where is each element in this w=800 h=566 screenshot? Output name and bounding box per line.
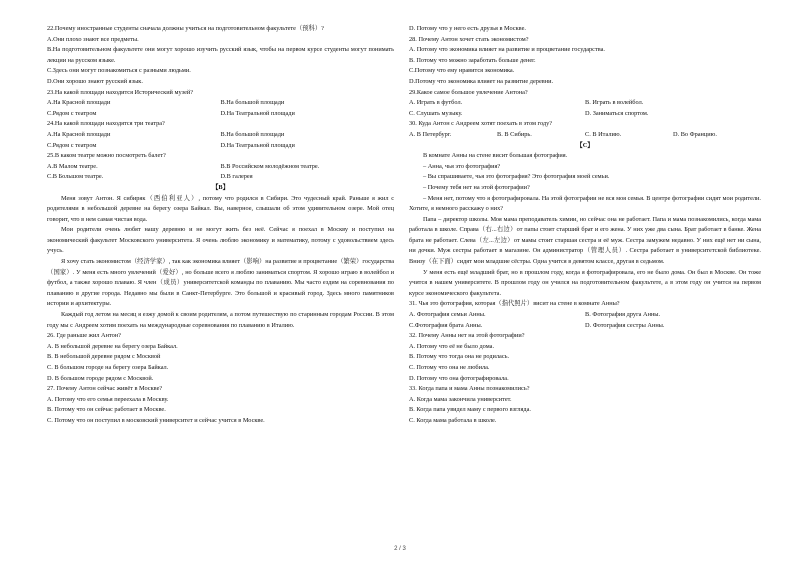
answer-option[interactable]: C. Когда мама работала в школе.: [409, 416, 497, 424]
options-row: [47, 141, 394, 152]
answer-option[interactable]: B. В небольшой деревне рядом с Москвой: [47, 353, 161, 361]
question-32: 32. Почему Анны нет на этой фотографии?: [409, 332, 525, 340]
answer-option[interactable]: B. Фотография друга Анны.: [585, 311, 661, 319]
answer-option[interactable]: D.На Театральной площади: [220, 109, 295, 117]
answer-option[interactable]: A. В Петербург.: [409, 130, 452, 138]
options-row: [47, 109, 394, 120]
dialog-line: – Почему тебя нет на этой фотографии?: [423, 183, 530, 191]
answer-option[interactable]: D. Потому что она фотографировала.: [409, 374, 509, 382]
answer-option[interactable]: A. В небольшой деревне на берегу озера Байкал.: [47, 342, 178, 350]
dialog-line: В комнате Анны на стене висит большая фотография.: [423, 152, 568, 160]
options-row: [409, 321, 761, 332]
question-27: 27. Почему Антон сейчас живёт в Москве?: [47, 385, 163, 393]
answer-option[interactable]: C.В Большом театре.: [47, 173, 104, 181]
question-30: 30. Куда Антон с Андреем хотят поехать в этом году?: [409, 120, 553, 128]
answer-option[interactable]: D. Фотография сестры Анны.: [585, 321, 665, 329]
options-row: [47, 172, 394, 183]
options-row: [409, 98, 761, 109]
answer-option[interactable]: D. В большом городе рядом с Москвой.: [47, 374, 154, 382]
answer-option[interactable]: D. Потому что у него есть друзья в Москве.: [409, 25, 526, 32]
answer-option[interactable]: C. Потому что она не любила.: [409, 364, 490, 371]
question-31: 31. Чья это фотография, которая（指代照片）висит на стене в комнате Анны?: [409, 300, 620, 308]
answer-option[interactable]: D. Во Францию.: [673, 130, 717, 138]
answer-option[interactable]: B.На большой площади: [220, 99, 285, 107]
answer-option[interactable]: A.На Красной площади: [47, 130, 111, 138]
section-c-heading: 【C】: [576, 141, 594, 149]
answer-option[interactable]: A.На Красной площади: [47, 99, 111, 107]
answer-option[interactable]: C.Рядом с театром: [47, 109, 97, 117]
page-number: 2 / 3: [394, 546, 406, 552]
options-row: [47, 130, 394, 141]
answer-option[interactable]: B. Когда папа увидел маму с первого взгляда.: [409, 406, 531, 414]
passage-paragraph: Мои родители очень любят нашу деревню и не могут жить без неё. Сейчас я поехал в Москву и поступил на экономический факультет Московского университета. Я очень люблю экономику и математику, потому с удовольствием здесь учусь.: [47, 226, 394, 255]
answer-option[interactable]: B.На большой площади: [220, 130, 285, 138]
question-33: 33. Когда папа и мама Анны познакомились?: [409, 385, 530, 393]
answer-option[interactable]: B. Играть в волейбол.: [585, 99, 644, 107]
options-row: [47, 162, 394, 173]
question-22: 22.Почему иностранные студенты сначала должны учиться на подготовительном факультете（预科）?: [47, 25, 324, 32]
question-26: 26. Где раньше жил Антон?: [47, 332, 121, 340]
passage-paragraph: У меня есть ещё младший брат, но в прошлом году, когда я фотографировала, его не было дома. Он был в Москве. Он тоже учится в нашем университете. В прошлом году он учился на подготовительном факультете, а в этом году он учится на первом курсе экономического факультета.: [409, 268, 761, 297]
answer-option[interactable]: C.Потому что ему нравится экономика.: [409, 67, 515, 75]
passage-paragraph: Я хочу стать экономистом（经济学家）, так как экономика влияет（影响）на развитие и процветание（繁荣）государства（国家）. У меня есть много увлечений（爱好）, но больше всего я люблю заниматься спортом. Я хорошо играю в волейбол и футбол, а также хорошо плаваю. Я член（成员）университетской команды по плаванию. Мы часто ездим на соревнования по плаванию в другие города. Недавно мы были в Санкт-Петербурге. Это большой и красивый город. Здесь много памятников истории и архитектуры.: [47, 258, 394, 308]
passage-paragraph: Меня зовут Антон. Я сибиряк（西伯利亚人）, потому что родился в Сибири. Это чудесный край. Раньше я жил с родителями в небольшой деревне на берегу озера Байкал. Вы, наверное, слышали об этом удивительном озере. Мой отец говорит, что в нем самая чистая вода.: [47, 194, 394, 223]
answer-option[interactable]: C.Здесь они могут познакомиться с разными людьми.: [47, 67, 191, 75]
answer-option[interactable]: A. Потому что экономика влияет на развитие и процветание государства.: [409, 46, 605, 54]
answer-option[interactable]: C. В большом городе на берегу озера Байкал.: [47, 364, 169, 371]
answer-option[interactable]: C. Слушать музыку.: [409, 109, 463, 117]
options-row: [409, 130, 761, 141]
left-column: [47, 24, 394, 427]
answer-option[interactable]: A. Фотография семьи Анны.: [409, 311, 486, 319]
answer-option[interactable]: A. Потому что его семья переехала в Москву.: [47, 395, 169, 403]
answer-option[interactable]: B.На подготовительном факультете они могут хорошо изучить русский язык, чтобы на первом курсе студенты могут понимать лекции на русском языке.: [47, 46, 394, 64]
question-23: 23.На какой площади находится Исторический музей?: [47, 88, 194, 96]
passage-paragraph: – Меня нет, потому что я фотографировала. На этой фотографии не вся моя семья. В центре фотографии сидят мои родители. Хотите, я немного расскажу о них?: [409, 194, 761, 213]
answer-option[interactable]: A. Потому что её не было дома.: [409, 342, 495, 350]
options-row: [409, 109, 761, 120]
answer-option[interactable]: A. Играть в футбол.: [409, 99, 463, 107]
answer-option[interactable]: A.Они плохо знают все предметы.: [47, 35, 139, 43]
dialog-line: – Вы спрашиваете, чья это фотография? Это фотография моей семьи.: [423, 173, 610, 181]
answer-option[interactable]: A. Когда мама закончила университет.: [409, 395, 512, 403]
answer-option[interactable]: B. Потому что тогда она не родилась.: [409, 353, 510, 361]
answer-option[interactable]: C. В Италию.: [585, 130, 622, 138]
answer-option[interactable]: B.В Российском молодёжном театре.: [220, 162, 320, 170]
dialog-line: – Анна, чья это фотография?: [423, 162, 501, 170]
answer-option[interactable]: D.Они хорошо знают русский язык.: [47, 77, 143, 85]
answer-option[interactable]: D.На Театральной площади: [220, 141, 295, 149]
question-29: 29.Какое самое большое увлечение Антона?: [409, 88, 528, 96]
section-b-heading: 【B】: [212, 183, 229, 191]
options-row: [47, 98, 394, 109]
question-24: 24.На какой площади находятся три театра?: [47, 120, 165, 128]
answer-option[interactable]: D.Потому что экономика влияет на развитие деревни.: [409, 77, 554, 85]
answer-option[interactable]: B. В Сибирь.: [497, 130, 532, 138]
question-28: 28. Почему Антон хочет стать экономистом?: [409, 35, 529, 43]
answer-option[interactable]: C.Рядом с театром: [47, 141, 97, 149]
answer-option[interactable]: C. Потому что он поступил в московский университет и сейчас учится в Москве.: [47, 416, 265, 424]
question-25: 25.В каком театре можно посмотреть балет?: [47, 152, 166, 160]
answer-option[interactable]: B. Потому что он сейчас работает в Москве.: [47, 406, 166, 414]
answer-option[interactable]: D.В галерея: [220, 173, 253, 181]
answer-option[interactable]: C.Фотография брата Анны.: [409, 321, 483, 329]
options-row: [409, 310, 761, 321]
answer-option[interactable]: A.В Малом театре.: [47, 162, 98, 170]
answer-option[interactable]: B. Потому что можно заработать больше денег.: [409, 56, 536, 64]
passage-paragraph: Каждый год летом на месяц я езжу домой к своим родителям, а потом путешествую по старинным городам России. В этом году мы с Андреем хотим поехать на международные соревнования по плаванию в Италию.: [47, 311, 394, 329]
passage-paragraph: Папа – директор школы. Моя мама преподаватель химии, но сейчас она не работает. Папа и мама познакомились, когда мама работала в школе. Справа（右...右边）от папы стоит старший брат и его жена. У них уже два сына. Брат работает в банке. Жена брата не работает. Слева（左...左边）от мамы стоит старшая сестра и её муж. Сестра замужем недавно. У них ещё нет ни сына, ни дочки. Муж сестры работает в магазине. Он администратор（管理人员）. Сестра работает в университетской библиотеке. Внизу（在下面）сидят мои младшие сёстры. Одна учится в девятом классе, другая в седьмом.: [409, 215, 761, 266]
answer-option[interactable]: D. Заниматься спортом.: [585, 109, 649, 117]
right-column: [409, 24, 761, 427]
